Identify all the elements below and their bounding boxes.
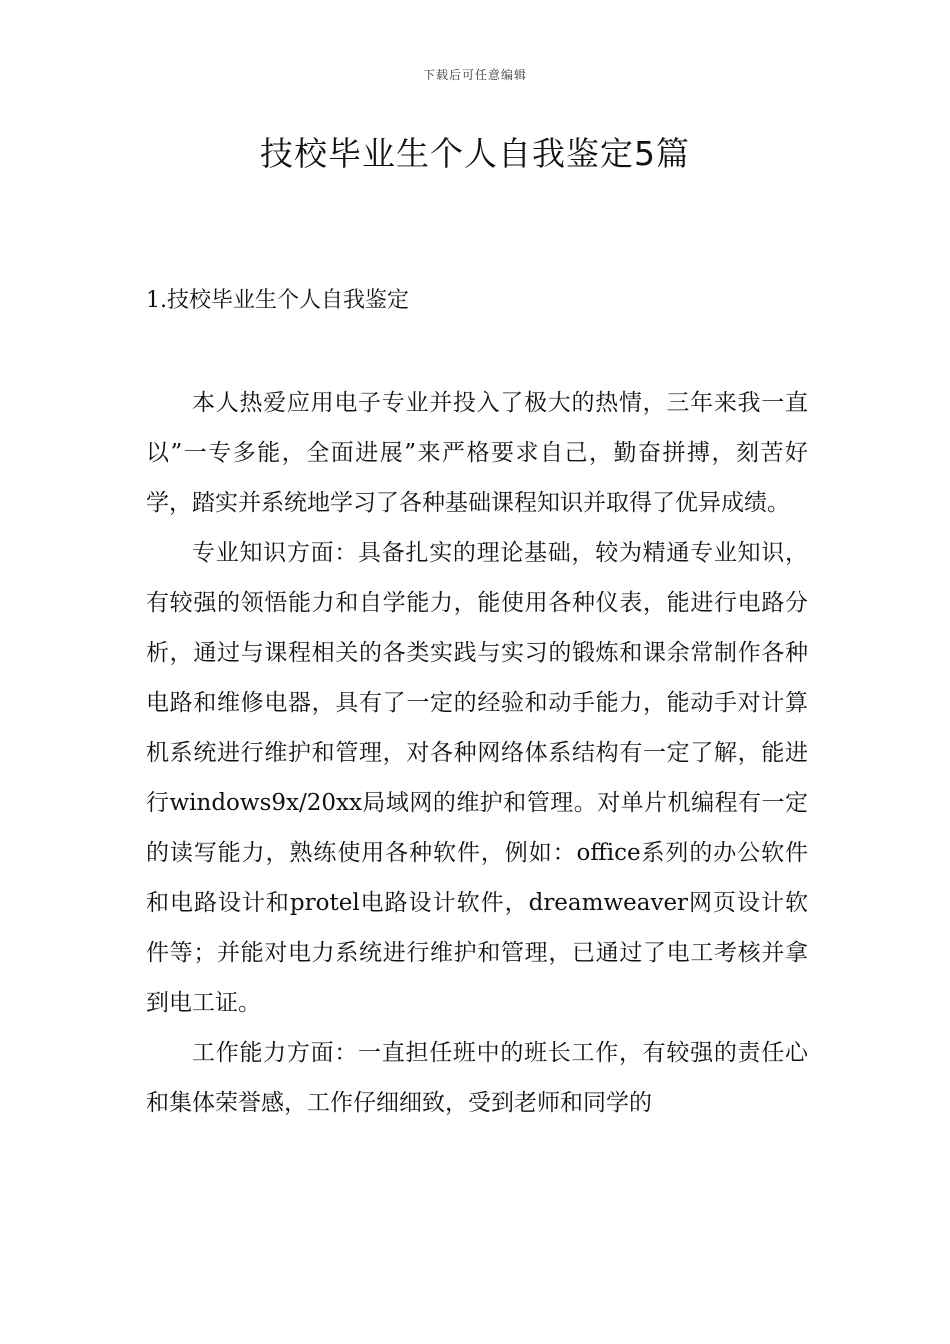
page-title: 技校毕业生个人自我鉴定5篇: [260, 134, 690, 173]
paragraph-work-ability: 工作能力方面：一直担任班中的班长工作，有较强的责任心和集体荣誉感，工作仔细细致，受到老师和同学的: [146, 1040, 808, 1116]
header-note: 下载后可任意编辑: [422, 68, 527, 82]
paragraph-professional-knowledge: 专业知识方面：具备扎实的理论基础，较为精通专业知识，有较强的领悟能力和自学能力，能使用各种仪表，能进行电路分析，通过与课程相关的各类实践与实习的锻炼和课余常制作各种电路和维修电器，具有了一定的经验和动手能力，能动手对计算机系统进行维护和管理，对各种网络体系结构有一定了解，能进行windows9x/20xx局域网的维护和管理。对单片机编程有一定的读写能力，熟练使用各种软件，例如：office系列的办公软件和电路设计和protel电路设计软件，dreamweaver网页设计软件等；并能对电力系统进行维护和管理，已通过了电工考核并拿到电工证。: [146, 540, 808, 1016]
paragraph-intro: 本人热爱应用电子专业并投入了极大的热情，三年来我一直以”一专多能，全面进展”来严格要求自己，勤奋拼搏，刻苦好学，踏实并系统地学习了各种基础课程知识并取得了优异成绩。: [146, 390, 808, 516]
section-heading: 1.技校毕业生个人自我鉴定: [146, 288, 409, 313]
document-body: [146, 378, 808, 1128]
